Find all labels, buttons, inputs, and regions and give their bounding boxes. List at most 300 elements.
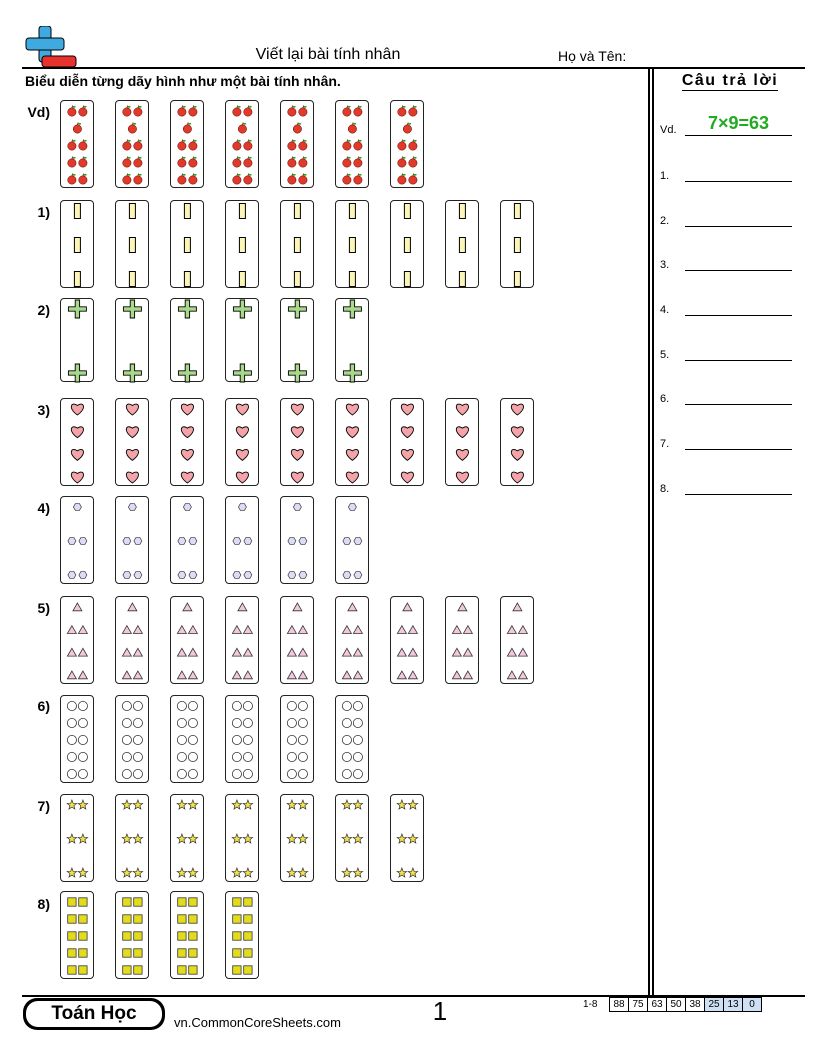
column-divider bbox=[652, 67, 654, 996]
triangle-icon bbox=[243, 626, 252, 634]
heart-icon bbox=[511, 404, 523, 415]
apple-icon bbox=[343, 106, 351, 117]
triangle-icon bbox=[183, 603, 192, 611]
group-card bbox=[335, 100, 369, 188]
square-icon bbox=[178, 932, 186, 940]
apple-icon bbox=[189, 174, 197, 185]
answer-row bbox=[660, 207, 800, 229]
circle-icon bbox=[122, 752, 131, 761]
group-card bbox=[60, 891, 94, 979]
square-icon bbox=[79, 898, 87, 906]
apple-icon bbox=[189, 106, 197, 117]
circle-icon bbox=[188, 735, 197, 744]
square-icon bbox=[123, 915, 131, 923]
heart-icon bbox=[236, 472, 248, 483]
plus-icon bbox=[343, 300, 361, 318]
heart-icon bbox=[291, 427, 303, 438]
group-card bbox=[170, 695, 204, 783]
star-icon bbox=[67, 868, 77, 877]
star-icon bbox=[177, 800, 187, 809]
square-icon bbox=[123, 966, 131, 974]
apple-icon bbox=[134, 106, 142, 117]
group-card bbox=[60, 100, 94, 188]
circle-icon bbox=[177, 769, 186, 778]
apple-icon bbox=[68, 157, 76, 168]
apple-icon bbox=[409, 106, 417, 117]
star-icon bbox=[408, 800, 418, 809]
triangle-icon bbox=[78, 626, 87, 634]
hexagon-icon bbox=[244, 538, 252, 545]
square-icon bbox=[189, 915, 197, 923]
score-table bbox=[609, 997, 762, 1012]
star-icon bbox=[353, 800, 363, 809]
hexagon-icon bbox=[79, 572, 87, 579]
plus-icon bbox=[123, 300, 141, 318]
hexagon-icon bbox=[123, 572, 131, 579]
square-icon bbox=[68, 949, 76, 957]
star-icon bbox=[243, 868, 253, 877]
circle-icon bbox=[78, 718, 87, 727]
square-icon bbox=[178, 915, 186, 923]
circle-icon bbox=[298, 769, 307, 778]
answer-label: 2. bbox=[660, 215, 670, 227]
triangle-icon bbox=[518, 671, 527, 679]
rectangle-icon bbox=[514, 238, 520, 253]
answer-panel-title: Câu trả lời bbox=[681, 72, 779, 89]
answer-label: 8. bbox=[660, 483, 670, 495]
apple-icon bbox=[244, 140, 252, 151]
triangle-icon bbox=[243, 648, 252, 656]
triangle-icon bbox=[353, 648, 362, 656]
answer-row bbox=[660, 385, 800, 407]
rectangle-icon bbox=[239, 238, 245, 253]
triangle-icon bbox=[177, 648, 186, 656]
triangle-icon bbox=[298, 671, 307, 679]
heart-icon bbox=[511, 472, 523, 483]
hexagon-icon bbox=[178, 572, 186, 579]
apple-icon bbox=[123, 140, 131, 151]
triangle-icon bbox=[238, 603, 247, 611]
apple-icon bbox=[343, 140, 351, 151]
group-card bbox=[60, 695, 94, 783]
heart-icon bbox=[401, 427, 413, 438]
circle-icon bbox=[243, 769, 252, 778]
score-cell: 88 bbox=[610, 998, 629, 1012]
triangle-icon bbox=[452, 626, 461, 634]
square-icon bbox=[233, 966, 241, 974]
group-card bbox=[335, 794, 369, 882]
apple-icon bbox=[134, 140, 142, 151]
apple-icon bbox=[68, 140, 76, 151]
heart-icon bbox=[181, 472, 193, 483]
group-card bbox=[225, 891, 259, 979]
square-icon bbox=[178, 966, 186, 974]
circle-icon bbox=[342, 752, 351, 761]
apple-icon bbox=[299, 157, 307, 168]
apple-icon bbox=[354, 106, 362, 117]
star-icon bbox=[287, 834, 297, 843]
apple-icon bbox=[123, 106, 131, 117]
triangle-icon bbox=[122, 671, 131, 679]
group-card bbox=[500, 398, 534, 486]
group-card bbox=[280, 398, 314, 486]
square-icon bbox=[123, 932, 131, 940]
answer-row bbox=[660, 162, 800, 184]
rectangle-icon bbox=[239, 272, 245, 287]
apple-icon bbox=[398, 157, 406, 168]
heart-icon bbox=[181, 449, 193, 460]
apple-icon bbox=[244, 106, 252, 117]
heart-icon bbox=[511, 427, 523, 438]
answer-line[interactable] bbox=[685, 181, 792, 182]
star-icon bbox=[298, 800, 308, 809]
group-card bbox=[225, 496, 259, 584]
triangle-icon bbox=[128, 603, 137, 611]
triangle-icon bbox=[353, 626, 362, 634]
score-cell: 50 bbox=[667, 998, 686, 1012]
triangle-icon bbox=[133, 626, 142, 634]
triangle-icon bbox=[348, 603, 357, 611]
hexagon-icon bbox=[68, 572, 76, 579]
group-card bbox=[60, 496, 94, 584]
star-icon bbox=[298, 834, 308, 843]
apple-icon bbox=[178, 140, 186, 151]
group-card bbox=[170, 398, 204, 486]
rectangle-icon bbox=[404, 238, 410, 253]
circle-icon bbox=[188, 752, 197, 761]
triangle-icon bbox=[133, 648, 142, 656]
circle-icon bbox=[232, 752, 241, 761]
apple-icon bbox=[398, 174, 406, 185]
heart-icon bbox=[126, 472, 138, 483]
circle-icon bbox=[353, 752, 362, 761]
group-card bbox=[445, 398, 479, 486]
rectangle-icon bbox=[404, 272, 410, 287]
group-card bbox=[60, 398, 94, 486]
answer-label: 7. bbox=[660, 438, 670, 450]
answer-row bbox=[660, 475, 800, 497]
group-card bbox=[280, 298, 314, 382]
apple-icon bbox=[288, 140, 296, 151]
problem-label: Vd) bbox=[27, 104, 50, 120]
star-icon bbox=[188, 800, 198, 809]
answer-line[interactable] bbox=[685, 270, 792, 271]
apple-icon bbox=[409, 140, 417, 151]
score-cell: 63 bbox=[648, 998, 667, 1012]
hexagon-icon bbox=[134, 572, 142, 579]
circle-icon bbox=[133, 701, 142, 710]
circle-icon bbox=[243, 752, 252, 761]
apple-icon bbox=[79, 174, 87, 185]
triangle-icon bbox=[342, 626, 351, 634]
apple-icon bbox=[354, 140, 362, 151]
group-card bbox=[390, 596, 424, 684]
triangle-icon bbox=[287, 648, 296, 656]
circle-icon bbox=[122, 769, 131, 778]
circle-icon bbox=[133, 769, 142, 778]
answer-row bbox=[660, 296, 800, 318]
heart-icon bbox=[181, 404, 193, 415]
group-card bbox=[280, 596, 314, 684]
hexagon-icon bbox=[183, 504, 191, 511]
triangle-icon bbox=[452, 671, 461, 679]
heart-icon bbox=[456, 449, 468, 460]
group-card bbox=[60, 596, 94, 684]
group-card bbox=[115, 695, 149, 783]
hexagon-icon bbox=[348, 504, 356, 511]
apple-icon bbox=[178, 106, 186, 117]
circle-icon bbox=[287, 701, 296, 710]
group-card bbox=[225, 298, 259, 382]
apple-icon bbox=[343, 174, 351, 185]
triangle-icon bbox=[232, 626, 241, 634]
group-card bbox=[170, 794, 204, 882]
problem-label: 4) bbox=[37, 500, 50, 516]
hexagon-icon bbox=[343, 572, 351, 579]
star-icon bbox=[397, 800, 407, 809]
brand-badge bbox=[23, 998, 165, 1030]
answer-row bbox=[660, 430, 800, 452]
plus-icon bbox=[178, 364, 196, 382]
triangle-icon bbox=[243, 671, 252, 679]
group-card bbox=[170, 596, 204, 684]
apple-icon bbox=[189, 140, 197, 151]
triangle-icon bbox=[133, 671, 142, 679]
circle-icon bbox=[353, 701, 362, 710]
apple-icon bbox=[288, 106, 296, 117]
heart-icon bbox=[291, 404, 303, 415]
heart-icon bbox=[291, 449, 303, 460]
rectangle-icon bbox=[184, 204, 190, 219]
problem-label: 7) bbox=[37, 798, 50, 814]
score-cell: 25 bbox=[705, 998, 724, 1012]
apple-icon bbox=[398, 106, 406, 117]
apple-icon bbox=[299, 140, 307, 151]
square-icon bbox=[244, 932, 252, 940]
hexagon-icon bbox=[293, 504, 301, 511]
answer-line[interactable] bbox=[685, 315, 792, 316]
square-icon bbox=[68, 966, 76, 974]
triangle-icon bbox=[287, 626, 296, 634]
group-card bbox=[445, 596, 479, 684]
square-icon bbox=[68, 932, 76, 940]
circle-icon bbox=[232, 701, 241, 710]
group-card bbox=[225, 100, 259, 188]
star-icon bbox=[232, 800, 242, 809]
triangle-icon bbox=[463, 671, 472, 679]
apple-icon bbox=[233, 174, 241, 185]
circle-icon bbox=[287, 718, 296, 727]
problem-label: 2) bbox=[37, 302, 50, 318]
page-title: Viết lại bài tính nhân bbox=[255, 46, 401, 63]
group-card bbox=[390, 794, 424, 882]
triangle-icon bbox=[408, 671, 417, 679]
group-card bbox=[170, 200, 204, 288]
star-icon bbox=[133, 834, 143, 843]
square-icon bbox=[79, 949, 87, 957]
group-card bbox=[115, 794, 149, 882]
plus-icon bbox=[233, 300, 251, 318]
circle-icon bbox=[342, 718, 351, 727]
rectangle-icon bbox=[129, 238, 135, 253]
circle-icon bbox=[243, 718, 252, 727]
star-icon bbox=[78, 800, 88, 809]
circle-icon bbox=[287, 769, 296, 778]
answer-line[interactable] bbox=[685, 404, 792, 405]
answer-line[interactable] bbox=[685, 494, 792, 495]
instructions: Biểu diễn từng dãy hình như một bài tính nhân. bbox=[25, 73, 341, 89]
group-card bbox=[115, 891, 149, 979]
apple-icon bbox=[123, 174, 131, 185]
circle-icon bbox=[298, 718, 307, 727]
apple-icon bbox=[189, 157, 197, 168]
circle-icon bbox=[287, 752, 296, 761]
square-icon bbox=[134, 915, 142, 923]
group-card bbox=[225, 200, 259, 288]
apple-icon bbox=[79, 157, 87, 168]
answer-line[interactable] bbox=[685, 360, 792, 361]
page-number: 1 bbox=[432, 996, 448, 1026]
answer-label: 1. bbox=[660, 170, 670, 182]
heart-icon bbox=[401, 404, 413, 415]
square-icon bbox=[233, 915, 241, 923]
hexagon-icon bbox=[73, 504, 81, 511]
heart-icon bbox=[71, 404, 83, 415]
apple-icon bbox=[288, 174, 296, 185]
heart-icon bbox=[71, 449, 83, 460]
heart-icon bbox=[401, 449, 413, 460]
circle-icon bbox=[67, 752, 76, 761]
triangle-icon bbox=[78, 648, 87, 656]
group-card bbox=[335, 496, 369, 584]
star-icon bbox=[243, 834, 253, 843]
hexagon-icon bbox=[128, 504, 136, 511]
triangle-icon bbox=[188, 671, 197, 679]
triangle-icon bbox=[298, 648, 307, 656]
rectangle-icon bbox=[294, 272, 300, 287]
group-card bbox=[60, 794, 94, 882]
circle-icon bbox=[353, 769, 362, 778]
answer-label: 4. bbox=[660, 304, 670, 316]
group-card bbox=[115, 200, 149, 288]
circle-icon bbox=[298, 701, 307, 710]
column-divider bbox=[648, 67, 650, 996]
answer-line[interactable] bbox=[685, 449, 792, 450]
rectangle-icon bbox=[459, 238, 465, 253]
group-card bbox=[115, 100, 149, 188]
group-card bbox=[335, 298, 369, 382]
apple-icon bbox=[123, 157, 131, 168]
rectangle-icon bbox=[74, 204, 80, 219]
square-icon bbox=[189, 932, 197, 940]
group-card bbox=[280, 695, 314, 783]
rectangle-icon bbox=[294, 238, 300, 253]
triangle-icon bbox=[67, 671, 76, 679]
circle-icon bbox=[232, 718, 241, 727]
circle-icon bbox=[122, 701, 131, 710]
rectangle-icon bbox=[514, 272, 520, 287]
group-card bbox=[445, 200, 479, 288]
heart-icon bbox=[346, 427, 358, 438]
star-icon bbox=[232, 834, 242, 843]
star-icon bbox=[342, 800, 352, 809]
square-icon bbox=[233, 932, 241, 940]
rectangle-icon bbox=[129, 204, 135, 219]
star-icon bbox=[342, 834, 352, 843]
apple-icon bbox=[403, 123, 411, 134]
triangle-icon bbox=[518, 626, 527, 634]
header-divider bbox=[22, 67, 805, 69]
group-card bbox=[335, 596, 369, 684]
square-icon bbox=[68, 898, 76, 906]
triangle-icon bbox=[78, 671, 87, 679]
triangle-icon bbox=[518, 648, 527, 656]
apple-icon bbox=[178, 157, 186, 168]
square-icon bbox=[79, 932, 87, 940]
group-card bbox=[280, 100, 314, 188]
group-card bbox=[225, 695, 259, 783]
square-icon bbox=[123, 949, 131, 957]
circle-icon bbox=[342, 769, 351, 778]
triangle-icon bbox=[513, 603, 522, 611]
triangle-icon bbox=[293, 603, 302, 611]
star-icon bbox=[287, 800, 297, 809]
heart-icon bbox=[236, 449, 248, 460]
rectangle-icon bbox=[459, 272, 465, 287]
star-icon bbox=[287, 868, 297, 877]
star-icon bbox=[353, 868, 363, 877]
apple-icon bbox=[409, 157, 417, 168]
triangle-icon bbox=[177, 671, 186, 679]
circle-icon bbox=[232, 769, 241, 778]
square-icon bbox=[244, 949, 252, 957]
triangle-icon bbox=[73, 603, 82, 611]
square-icon bbox=[244, 915, 252, 923]
triangle-icon bbox=[408, 626, 417, 634]
plus-icon bbox=[288, 300, 306, 318]
circle-icon bbox=[67, 701, 76, 710]
square-icon bbox=[233, 898, 241, 906]
group-card bbox=[115, 496, 149, 584]
circle-icon bbox=[177, 701, 186, 710]
triangle-icon bbox=[507, 626, 516, 634]
circle-icon bbox=[133, 718, 142, 727]
plus-icon bbox=[288, 364, 306, 382]
apple-icon bbox=[68, 106, 76, 117]
heart-icon bbox=[346, 472, 358, 483]
rectangle-icon bbox=[184, 272, 190, 287]
star-icon bbox=[342, 868, 352, 877]
problem-label: 1) bbox=[37, 204, 50, 220]
apple-icon bbox=[134, 157, 142, 168]
square-icon bbox=[79, 915, 87, 923]
heart-icon bbox=[181, 427, 193, 438]
group-card bbox=[170, 496, 204, 584]
apple-icon bbox=[79, 140, 87, 151]
answer-row-example bbox=[660, 113, 800, 138]
star-icon bbox=[243, 800, 253, 809]
rectangle-icon bbox=[514, 204, 520, 219]
group-card bbox=[170, 298, 204, 382]
circle-icon bbox=[342, 735, 351, 744]
rectangle-icon bbox=[404, 204, 410, 219]
star-icon bbox=[353, 834, 363, 843]
answer-row bbox=[660, 341, 800, 363]
plus-icon bbox=[123, 364, 141, 382]
answer-line[interactable] bbox=[685, 226, 792, 227]
square-icon bbox=[233, 949, 241, 957]
heart-icon bbox=[456, 472, 468, 483]
